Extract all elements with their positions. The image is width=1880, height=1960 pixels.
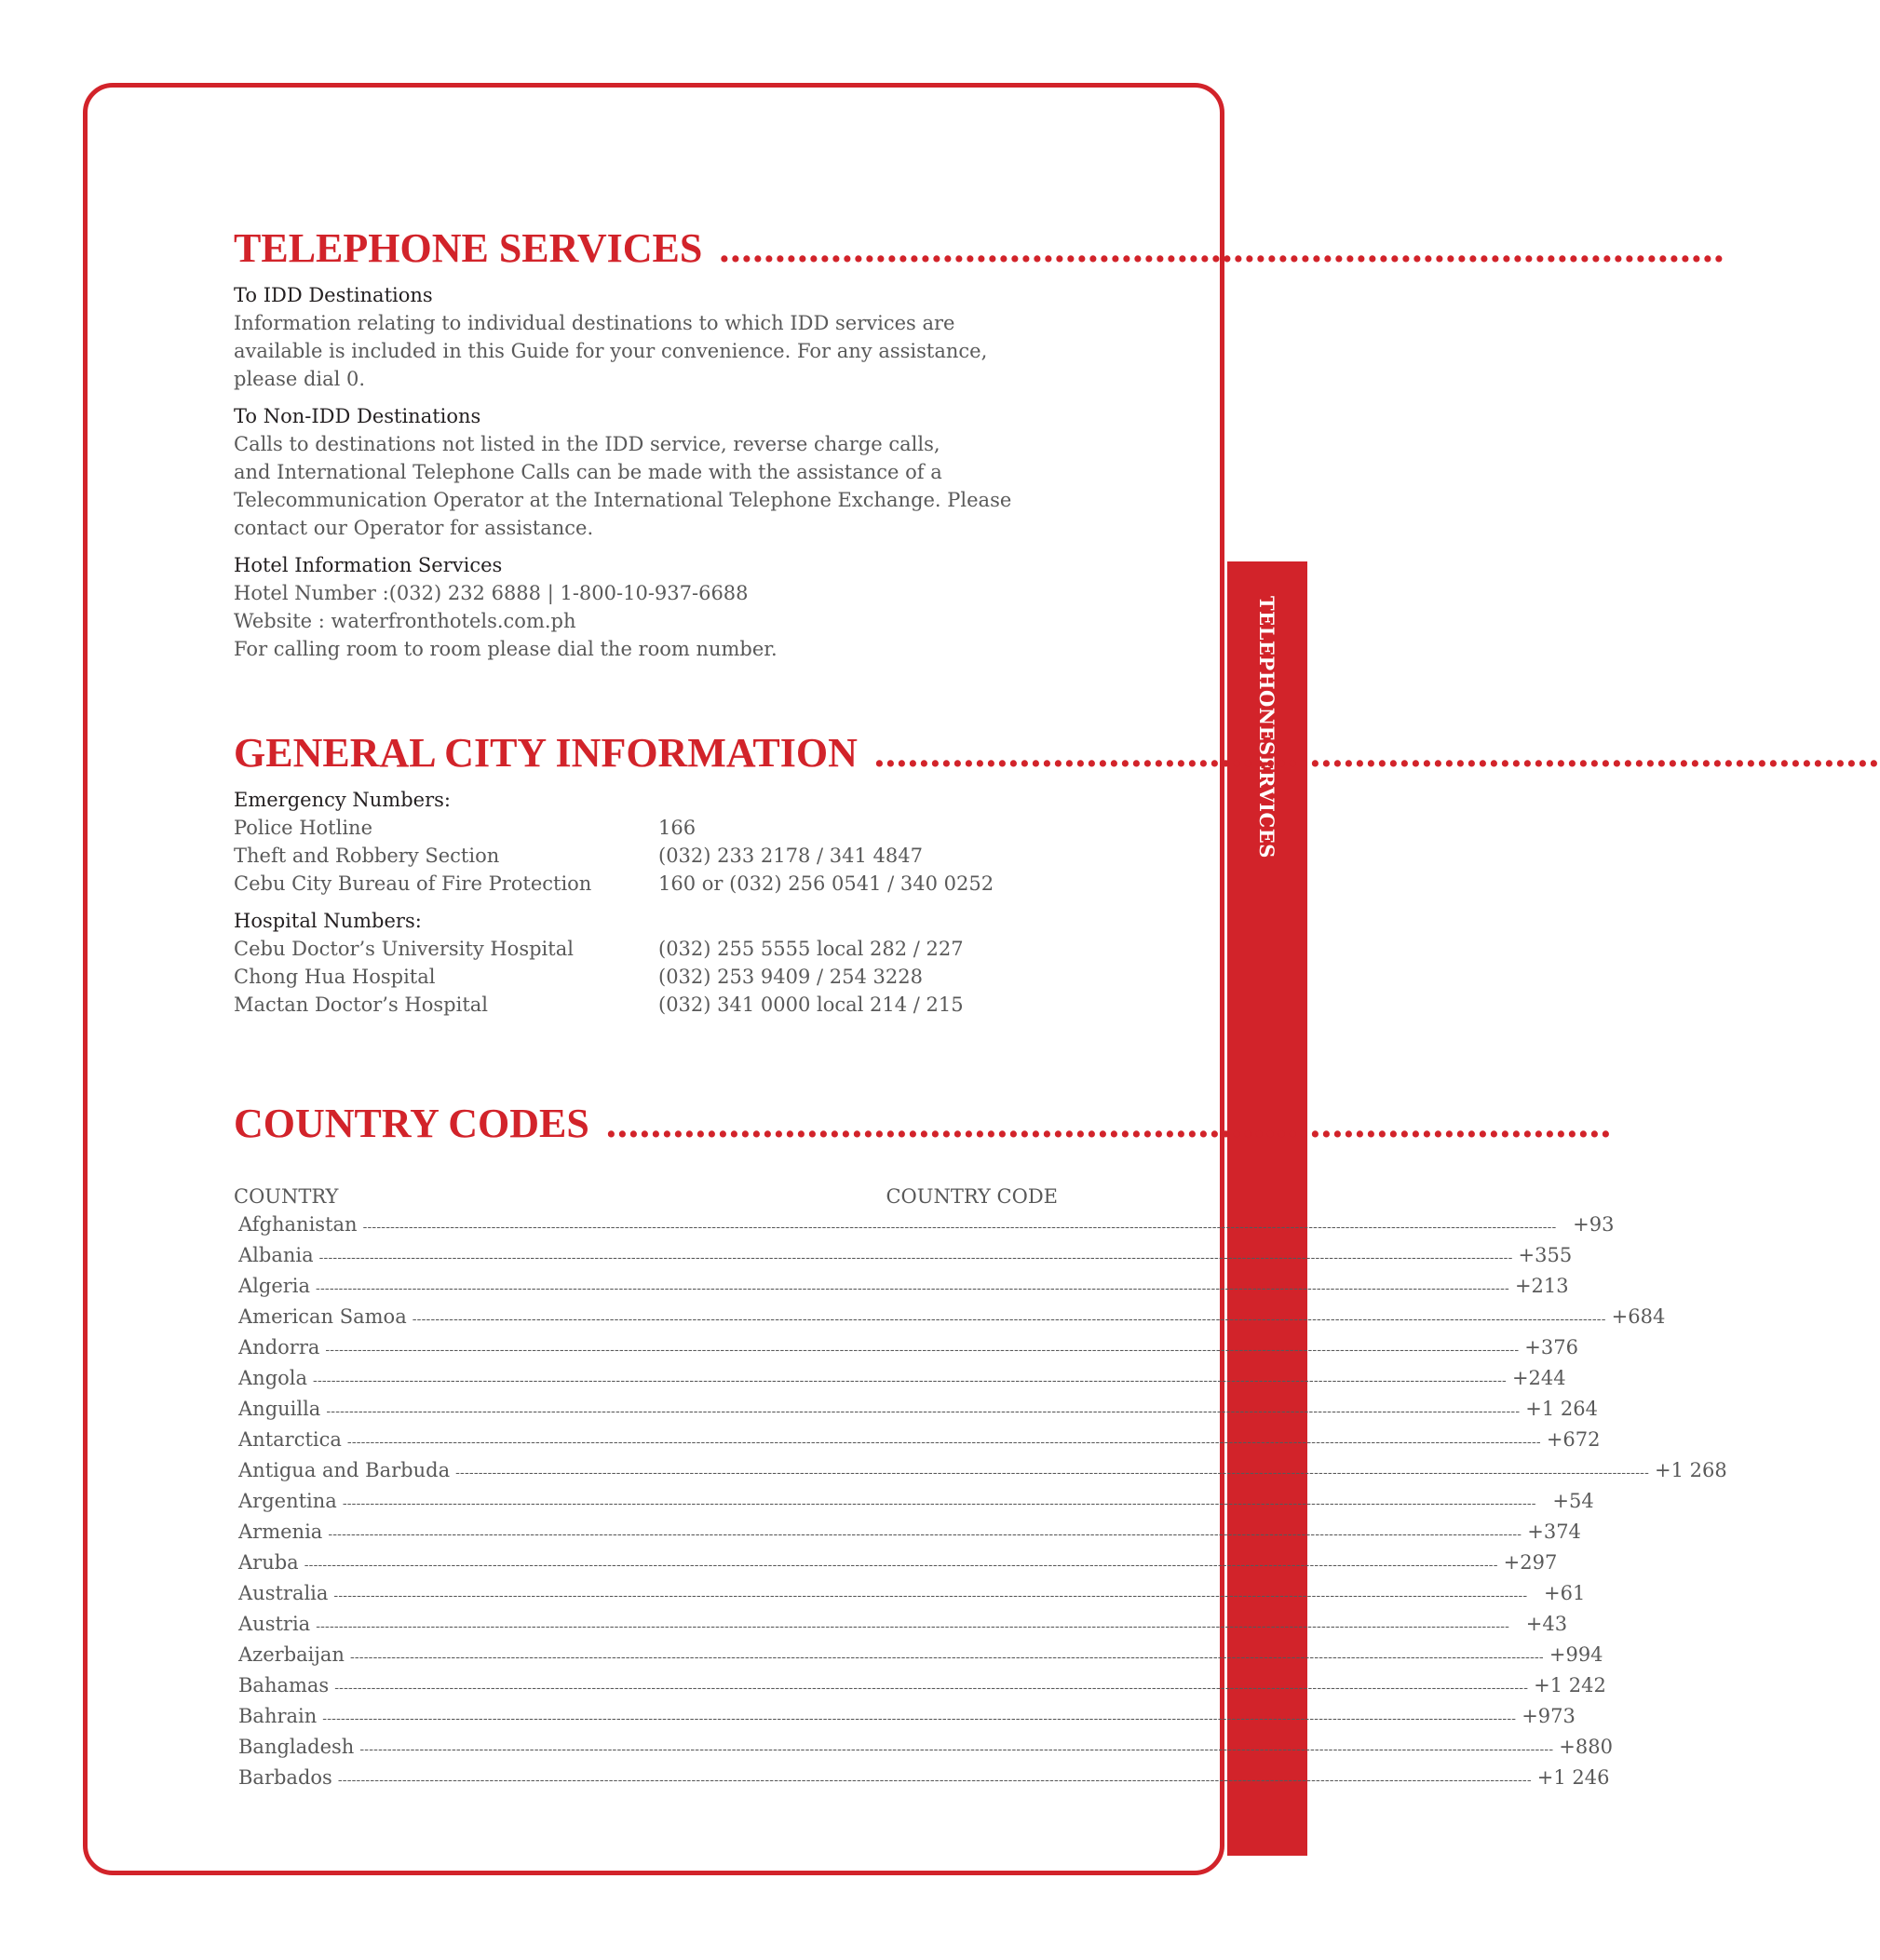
telephone-services-title: TELEPHONE SERVICES bbox=[234, 225, 703, 271]
idd-paragraph bbox=[234, 309, 1067, 393]
hospital-list bbox=[234, 935, 1067, 1019]
country-name: Anguilla bbox=[238, 1398, 321, 1420]
country-code: +213 bbox=[1514, 1275, 1569, 1297]
text-line: Telecommunication Operator at the International Telephone Exchange. Please bbox=[234, 489, 1012, 511]
dash-leader: -------------------------------------------------------------------------------------------------------------------------------------------------------------------------------------------------------------------------------------------------------------------- bbox=[304, 1558, 1498, 1573]
hotel-info-paragraph bbox=[234, 579, 1067, 663]
hotel-info-title: Hotel Information Services bbox=[234, 554, 503, 576]
text-line: please dial 0. bbox=[234, 368, 366, 390]
country-code: +994 bbox=[1549, 1643, 1603, 1666]
dash-leader: -------------------------------------------------------------------------------------------------------------------------------------------------------------------------------------------------------------------------------------------------------------------- bbox=[359, 1742, 1554, 1757]
item-value: (032) 255 5555 local 282 / 227 bbox=[658, 938, 964, 960]
country-code: +43 bbox=[1525, 1613, 1568, 1635]
dash-leader: -------------------------------------------------------------------------------------------------------------------------------------------------------------------------------------------------------------------------------------------------------------------- bbox=[346, 1435, 1541, 1450]
country-code: +93 bbox=[1573, 1213, 1615, 1236]
dash-leader: -------------------------------------------------------------------------------------------------------------------------------------------------------------------------------------------------------------------------------------------------------------------- bbox=[342, 1496, 1536, 1511]
emergency-title: Emergency Numbers: bbox=[234, 789, 451, 811]
dash-leader: -------------------------------------------------------------------------------------------------------------------------------------------------------------------------------------------------------------------------------------------------------------------- bbox=[412, 1312, 1606, 1327]
country-name: Austria bbox=[238, 1613, 311, 1635]
item-value: 160 or (032) 256 0541 / 340 0252 bbox=[658, 872, 994, 895]
country-code: +880 bbox=[1559, 1736, 1613, 1758]
table-row bbox=[234, 1579, 1586, 1610]
table-row bbox=[234, 1671, 1606, 1702]
dash-leader: -------------------------------------------------------------------------------------------------------------------------------------------------------------------------------------------------------------------------------------------------------------------- bbox=[318, 1250, 1513, 1265]
dash-leader: -------------------------------------------------------------------------------------------------------------------------------------------------------------------------------------------------------------------------------------------------------------------- bbox=[325, 1343, 1520, 1358]
page-content bbox=[234, 225, 1880, 1794]
section-heading bbox=[234, 1101, 1612, 1147]
country-name: Antarctica bbox=[238, 1428, 342, 1451]
list-item bbox=[234, 963, 1067, 991]
item-label: Cebu City Bureau of Fire Protection bbox=[234, 872, 592, 895]
country-codes-section bbox=[234, 1101, 1727, 1794]
country-name: Barbados bbox=[238, 1766, 332, 1789]
side-tab-line1: TELEPHONE bbox=[1255, 596, 1278, 742]
item-value: (032) 253 9409 / 254 3228 bbox=[658, 966, 923, 988]
country-code: +1 246 bbox=[1536, 1766, 1610, 1789]
country-codes-header bbox=[234, 1183, 1067, 1210]
list-item bbox=[234, 935, 1067, 963]
column-header-code: COUNTRY CODE bbox=[886, 1185, 1058, 1208]
dot-leader: .......................................................................................... bbox=[873, 730, 1880, 776]
table-row bbox=[234, 1610, 1568, 1641]
item-label: Cebu Doctor’s University Hospital bbox=[234, 938, 574, 960]
dash-leader: -------------------------------------------------------------------------------------------------------------------------------------------------------------------------------------------------------------------------------------------------------------------- bbox=[313, 1373, 1507, 1388]
item-label: Mactan Doctor’s Hospital bbox=[234, 994, 488, 1016]
text-line: and International Telephone Calls can be made with the assistance of a bbox=[234, 461, 942, 483]
dash-leader: -------------------------------------------------------------------------------------------------------------------------------------------------------------------------------------------------------------------------------------------------------------------- bbox=[349, 1650, 1544, 1665]
dash-leader: -------------------------------------------------------------------------------------------------------------------------------------------------------------------------------------------------------------------------------------------------------------------- bbox=[326, 1404, 1521, 1419]
section-heading bbox=[234, 730, 1880, 777]
dash-leader: -------------------------------------------------------------------------------------------------------------------------------------------------------------------------------------------------------------------------------------------------------------------- bbox=[337, 1773, 1532, 1788]
list-item bbox=[234, 870, 1067, 898]
country-name: Angola bbox=[238, 1367, 308, 1389]
text-line: For calling room to room please dial the room number. bbox=[234, 638, 778, 660]
table-row bbox=[234, 1702, 1576, 1733]
country-name: Algeria bbox=[238, 1275, 311, 1297]
dash-leader: -------------------------------------------------------------------------------------------------------------------------------------------------------------------------------------------------------------------------------------------------------------------- bbox=[316, 1619, 1510, 1634]
country-name: Afghanistan bbox=[238, 1213, 358, 1236]
side-tab-line2: SERVICES bbox=[1255, 741, 1278, 858]
country-code: +61 bbox=[1544, 1582, 1586, 1604]
country-code: +1 242 bbox=[1534, 1674, 1606, 1696]
text-line: Calls to destinations not listed in the IDD service, reverse charge calls, bbox=[234, 433, 940, 455]
dash-leader: -------------------------------------------------------------------------------------------------------------------------------------------------------------------------------------------------------------------------------------------------------------------- bbox=[362, 1220, 1557, 1235]
hotel-website: Website : waterfronthotels.com.ph bbox=[234, 610, 576, 632]
list-item bbox=[234, 842, 1067, 870]
hotel-number: Hotel Number :(032) 232 6888 | 1-800-10-937-6688 bbox=[234, 582, 749, 604]
table-row bbox=[234, 1456, 1727, 1487]
item-value: 166 bbox=[658, 817, 697, 839]
text-line: available is included in this Guide for your convenience. For any assistance, bbox=[234, 340, 988, 362]
country-name: Bahrain bbox=[238, 1705, 318, 1727]
country-name: Albania bbox=[238, 1244, 314, 1266]
dash-leader: -------------------------------------------------------------------------------------------------------------------------------------------------------------------------------------------------------------------------------------------------------------------- bbox=[455, 1466, 1650, 1480]
list-item bbox=[234, 814, 1067, 842]
non-idd-title: To Non-IDD Destinations bbox=[234, 405, 481, 427]
country-name: Aruba bbox=[238, 1551, 299, 1574]
country-code: +1 264 bbox=[1525, 1398, 1598, 1420]
table-row bbox=[234, 1548, 1558, 1579]
text-line: contact our Operator for assistance. bbox=[234, 517, 594, 539]
table-row bbox=[234, 1303, 1666, 1333]
country-codes-list bbox=[234, 1210, 1727, 1794]
country-code: +355 bbox=[1518, 1244, 1573, 1266]
country-code: +244 bbox=[1511, 1367, 1566, 1389]
dash-leader: -------------------------------------------------------------------------------------------------------------------------------------------------------------------------------------------------------------------------------------------------------------------- bbox=[328, 1527, 1522, 1542]
country-name: Andorra bbox=[238, 1336, 320, 1358]
country-name: Armenia bbox=[238, 1521, 323, 1543]
country-code: +1 268 bbox=[1655, 1459, 1727, 1481]
table-row bbox=[234, 1395, 1598, 1426]
country-name: American Samoa bbox=[238, 1305, 407, 1328]
country-name: Bahamas bbox=[238, 1674, 330, 1696]
city-info-title: GENERAL CITY INFORMATION bbox=[234, 730, 858, 776]
table-row bbox=[234, 1333, 1578, 1364]
text-line: Information relating to individual destinations to which IDD services are bbox=[234, 312, 955, 334]
table-row bbox=[234, 1210, 1615, 1241]
country-code: +54 bbox=[1552, 1490, 1594, 1512]
non-idd-paragraph bbox=[234, 430, 1067, 542]
dot-leader: .......................................................................................... bbox=[719, 225, 1725, 271]
item-label: Theft and Robbery Section bbox=[234, 845, 500, 867]
idd-title: To IDD Destinations bbox=[234, 284, 433, 306]
section-heading bbox=[234, 225, 1725, 272]
country-codes-title: COUNTRY CODES bbox=[234, 1101, 589, 1146]
telephone-services-section bbox=[234, 225, 1725, 663]
country-code: +374 bbox=[1527, 1521, 1581, 1543]
table-row bbox=[234, 1764, 1610, 1794]
country-name: Australia bbox=[238, 1582, 329, 1604]
dash-leader: -------------------------------------------------------------------------------------------------------------------------------------------------------------------------------------------------------------------------------------------------------------------- bbox=[333, 1588, 1528, 1603]
item-label: Chong Hua Hospital bbox=[234, 966, 436, 988]
dash-leader: -------------------------------------------------------------------------------------------------------------------------------------------------------------------------------------------------------------------------------------------------------------------- bbox=[334, 1681, 1529, 1696]
country-code: +297 bbox=[1503, 1551, 1558, 1574]
country-code: +376 bbox=[1524, 1336, 1578, 1358]
country-name: Azerbaijan bbox=[238, 1643, 345, 1666]
table-row bbox=[234, 1518, 1581, 1548]
emergency-list bbox=[234, 814, 1067, 898]
dash-leader: -------------------------------------------------------------------------------------------------------------------------------------------------------------------------------------------------------------------------------------------------------------------- bbox=[316, 1281, 1509, 1296]
table-row bbox=[234, 1364, 1566, 1395]
country-code: +973 bbox=[1522, 1705, 1576, 1727]
table-row bbox=[234, 1487, 1594, 1518]
dot-leader: .......................................................................................... bbox=[605, 1101, 1612, 1146]
country-name: Bangladesh bbox=[238, 1736, 355, 1758]
table-row bbox=[234, 1272, 1569, 1303]
list-item bbox=[234, 991, 1067, 1019]
country-code: +684 bbox=[1611, 1305, 1666, 1328]
item-value: (032) 233 2178 / 341 4847 bbox=[658, 845, 923, 867]
table-row bbox=[234, 1426, 1601, 1456]
country-name: Antigua and Barbuda bbox=[238, 1459, 451, 1481]
table-row bbox=[234, 1241, 1573, 1272]
country-code: +672 bbox=[1546, 1428, 1601, 1451]
table-row bbox=[234, 1641, 1603, 1671]
country-name: Argentina bbox=[238, 1490, 337, 1512]
item-label: Police Hotline bbox=[234, 817, 372, 839]
hospital-title: Hospital Numbers: bbox=[234, 910, 422, 932]
item-value: (032) 341 0000 local 214 / 215 bbox=[658, 994, 964, 1016]
table-row bbox=[234, 1733, 1613, 1764]
dash-leader: -------------------------------------------------------------------------------------------------------------------------------------------------------------------------------------------------------------------------------------------------------------------- bbox=[322, 1711, 1517, 1726]
column-header-country: COUNTRY bbox=[234, 1185, 339, 1208]
